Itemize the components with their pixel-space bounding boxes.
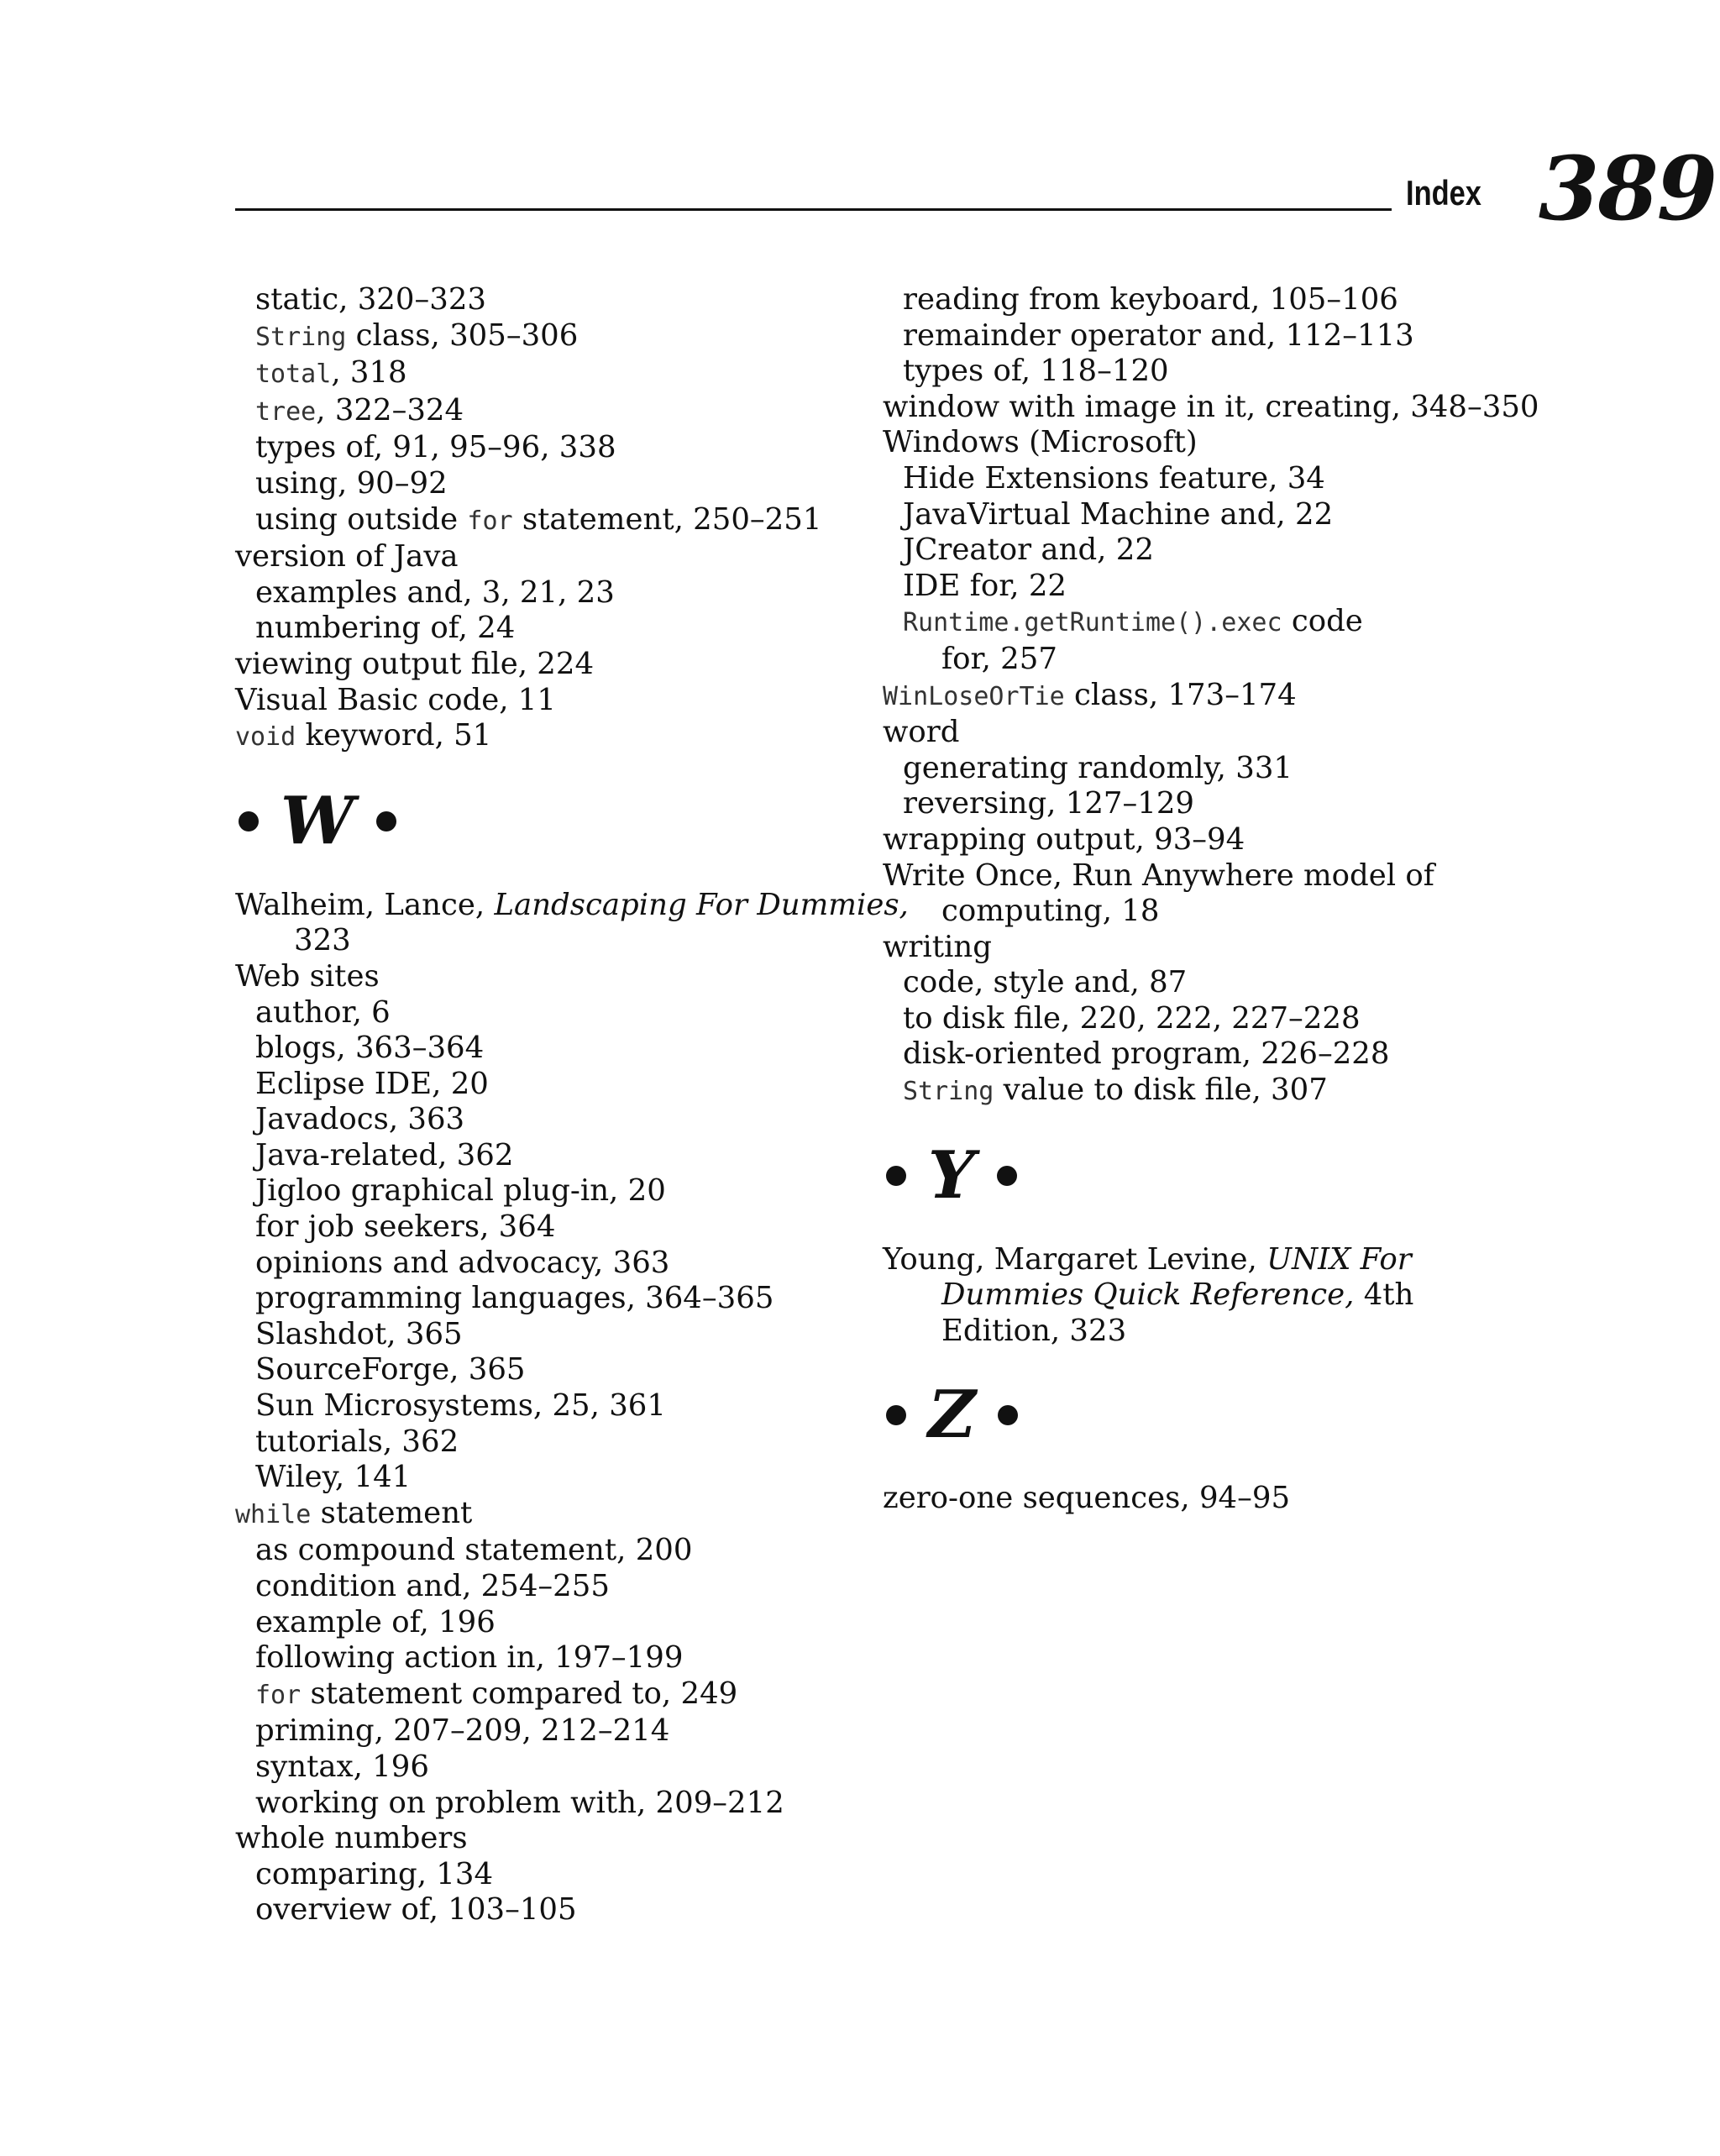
entry-text: working on problem with, 209–212 — [255, 1785, 784, 1820]
entry-text: reading from keyboard, 105–106 — [903, 282, 1398, 317]
index-subentry — [235, 1460, 873, 1496]
entry-text: reversing, 127–129 — [903, 786, 1195, 821]
entry-text: types of, 91, 95–96, 338 — [255, 430, 616, 465]
code-term: for — [467, 506, 513, 536]
entry-text: types of, 118–120 — [903, 354, 1169, 389]
index-subentry — [883, 965, 1504, 1001]
index-subentry — [883, 751, 1504, 787]
entry-text: 4th — [1354, 1277, 1414, 1313]
entry-text: Slashdot, 365 — [255, 1316, 463, 1351]
entry-text: statement, 250–251 — [512, 501, 822, 537]
entry-text: SourceForge, 365 — [255, 1352, 526, 1387]
index-entry — [235, 887, 909, 924]
entry-text: computing, 18 — [941, 894, 1160, 929]
index-column-right — [883, 282, 1539, 1517]
entry-text: condition and, 254–255 — [255, 1569, 610, 1603]
entry-text: Web sites — [235, 958, 380, 994]
index-entry — [235, 1821, 873, 1857]
index-entry — [883, 715, 1504, 751]
entry-text: keyword, 51 — [296, 718, 492, 753]
index-entry — [883, 678, 1504, 716]
entry-text: syntax, 196 — [255, 1749, 429, 1784]
index-subentry — [883, 532, 1504, 569]
index-subentry — [235, 502, 873, 540]
section-letter: Y — [928, 1137, 975, 1214]
bullet-icon — [239, 811, 259, 831]
entry-text: statement compared to, 249 — [301, 1676, 738, 1711]
entry-text: 323 — [294, 923, 351, 958]
entry-text: priming, 207–209, 212–214 — [255, 1713, 670, 1749]
entry-text: generating randomly, 331 — [903, 750, 1293, 785]
index-subentry — [235, 1640, 873, 1676]
entry-text: code, style and, 87 — [903, 965, 1188, 1000]
entry-text: , 322–324 — [316, 392, 464, 428]
index-entry-continuation — [883, 1277, 1504, 1314]
index-subentry — [883, 354, 1504, 390]
page-number: 389 — [1539, 137, 1717, 240]
index-subentry — [235, 1749, 873, 1786]
index-entry — [235, 1496, 873, 1534]
index-subentry — [235, 995, 873, 1031]
index-subentry — [883, 786, 1504, 822]
index-subentry — [235, 1676, 873, 1714]
index-subentry — [235, 1424, 873, 1461]
entry-text: Hide Extensions feature, 34 — [903, 460, 1325, 496]
entry-text: IDE for, 22 — [903, 568, 1067, 603]
index-subentry — [883, 1001, 1504, 1037]
entry-text: writing — [883, 929, 992, 964]
running-head: Index — [1406, 173, 1481, 212]
entry-text: example of, 196 — [255, 1604, 496, 1639]
index-subentry — [883, 497, 1504, 533]
index-entry — [883, 930, 1504, 966]
index-subentry — [235, 1031, 873, 1067]
index-entry-continuation — [883, 1314, 1504, 1350]
entry-text: author, 6 — [255, 994, 391, 1030]
entry-text: programming languages, 364–365 — [255, 1281, 774, 1316]
index-entry — [235, 539, 873, 575]
index-subentry — [883, 282, 1504, 318]
entry-text: statement — [311, 1495, 473, 1530]
bullet-icon — [376, 811, 396, 831]
index-subentry — [235, 355, 873, 393]
code-term: tree — [255, 396, 317, 427]
index-entry-continuation — [883, 894, 1504, 930]
entry-text: tutorials, 362 — [255, 1424, 459, 1459]
index-entry — [235, 959, 873, 995]
index-subentry — [235, 430, 873, 466]
entry-text: viewing output file, 224 — [235, 646, 595, 681]
index-subentry — [883, 604, 1504, 642]
index-subentry — [235, 1857, 873, 1893]
index-subentry — [235, 611, 873, 647]
entry-text: word — [883, 715, 960, 750]
index-subentry — [235, 1246, 873, 1282]
entry-text: window with image in it, creating, 348–350 — [883, 389, 1539, 424]
index-entry-continuation — [235, 923, 873, 959]
book-title: Dummies Quick Reference, — [941, 1277, 1355, 1313]
index-subentry — [235, 1569, 873, 1605]
code-term: Runtime.getRuntime().exec — [903, 608, 1282, 638]
entry-text: Sun Microsystems, 25, 361 — [255, 1388, 666, 1424]
entry-text: remainder operator and, 112–113 — [903, 317, 1414, 353]
entry-text: overview of, 103–105 — [255, 1892, 577, 1928]
index-subentry — [235, 1138, 873, 1174]
entry-text: value to disk file, 307 — [994, 1073, 1328, 1108]
entry-text: class, 173–174 — [1064, 677, 1297, 712]
index-subentry — [235, 318, 873, 356]
code-term: for — [255, 1680, 302, 1710]
index-entry — [883, 425, 1504, 461]
index-entry — [883, 822, 1504, 858]
entry-text: using, 90–92 — [255, 465, 448, 501]
index-subentry — [235, 1102, 873, 1138]
entry-text: Young, Margaret Levine, — [883, 1241, 1267, 1277]
section-z-heading — [883, 1349, 1504, 1481]
bullet-icon — [998, 1405, 1018, 1425]
index-entry — [883, 1242, 1504, 1278]
entry-text: using outside — [255, 501, 468, 537]
index-entry — [883, 858, 1504, 894]
entry-text: numbering of, 24 — [255, 611, 516, 646]
index-subentry — [235, 1713, 873, 1749]
entry-text: Walheim, Lance, — [235, 887, 495, 922]
entry-text: Write Once, Run Anywhere model of — [883, 858, 1434, 893]
bullet-icon — [886, 1166, 906, 1186]
entry-text: Javadocs, 363 — [255, 1102, 465, 1137]
entry-text: opinions and advocacy, 363 — [255, 1245, 670, 1280]
index-entry-continuation — [883, 642, 1504, 678]
entry-text: Visual Basic code, 11 — [235, 682, 556, 717]
entry-text: static, 320–323 — [255, 282, 486, 317]
index-subentry — [883, 1036, 1504, 1073]
section-letter: W — [281, 783, 354, 860]
entry-text: disk-oriented program, 226–228 — [903, 1036, 1390, 1072]
entry-text: Wiley, 141 — [255, 1460, 412, 1495]
entry-text: comparing, 134 — [255, 1856, 494, 1891]
index-subentry — [235, 1786, 873, 1822]
entry-text: for, 257 — [941, 641, 1057, 676]
bullet-icon — [886, 1405, 906, 1425]
index-subentry — [235, 1317, 873, 1353]
code-term: while — [235, 1499, 312, 1529]
code-term: total — [255, 359, 332, 390]
index-subentry — [235, 1388, 873, 1424]
section-y-heading — [883, 1110, 1504, 1242]
index-entry — [235, 718, 873, 756]
index-subentry — [235, 393, 873, 431]
index-subentry — [235, 575, 873, 611]
index-entry — [235, 683, 873, 719]
index-subentry — [235, 1173, 873, 1209]
entry-text: Edition, 323 — [941, 1313, 1127, 1348]
entry-text: code — [1282, 604, 1363, 639]
entry-text: JavaVirtual Machine and, 22 — [903, 496, 1334, 532]
entry-text: whole numbers — [235, 1821, 468, 1856]
index-subentry — [235, 1352, 873, 1388]
book-title: Landscaping For Dummies, — [494, 887, 909, 922]
entry-text: wrapping output, 93–94 — [883, 821, 1245, 857]
entry-text: Eclipse IDE, 20 — [255, 1066, 489, 1101]
entry-text: class, 305–306 — [346, 317, 579, 353]
index-subentry — [235, 282, 873, 318]
code-term: String — [903, 1077, 994, 1107]
entry-text: Java-related, 362 — [255, 1137, 514, 1172]
index-subentry — [235, 1281, 873, 1317]
entry-text: for job seekers, 364 — [255, 1209, 556, 1245]
index-subentry — [235, 1067, 873, 1103]
index-subentry — [883, 1073, 1504, 1110]
entry-text: following action in, 197–199 — [255, 1640, 684, 1676]
entry-text: Windows (Microsoft) — [883, 425, 1198, 460]
index-subentry — [235, 1533, 873, 1569]
header-rule — [235, 208, 1392, 211]
entry-text: version of Java — [235, 539, 459, 574]
bullet-icon — [997, 1166, 1017, 1186]
index-subentry — [883, 318, 1504, 354]
entry-text: to disk file, 220, 222, 227–228 — [903, 1000, 1361, 1036]
index-subentry — [883, 569, 1504, 605]
index-subentry — [235, 1892, 873, 1928]
entry-text: as compound statement, 200 — [255, 1533, 693, 1568]
index-subentry — [235, 466, 873, 502]
index-subentry — [235, 1209, 873, 1246]
code-term: WinLoseOrTie — [883, 681, 1065, 711]
code-term: String — [255, 322, 347, 352]
entry-text: , 318 — [331, 355, 407, 391]
entry-text: JCreator and, 22 — [903, 532, 1154, 568]
code-term: void — [235, 722, 296, 753]
section-w-heading — [235, 756, 873, 888]
index-entry — [235, 647, 873, 683]
entry-text: blogs, 363–364 — [255, 1031, 485, 1066]
entry-text: examples and, 3, 21, 23 — [255, 574, 615, 610]
index-subentry — [235, 1605, 873, 1641]
index-subentry — [883, 461, 1504, 497]
index-entry — [883, 389, 1539, 426]
book-title: UNIX For — [1266, 1241, 1412, 1277]
index-column-left — [235, 282, 909, 1928]
entry-text: zero-one sequences, 94–95 — [883, 1481, 1291, 1516]
index-entry — [883, 1481, 1504, 1517]
section-letter: Z — [928, 1376, 976, 1453]
entry-text: Jigloo graphical plug-in, 20 — [255, 1173, 666, 1209]
